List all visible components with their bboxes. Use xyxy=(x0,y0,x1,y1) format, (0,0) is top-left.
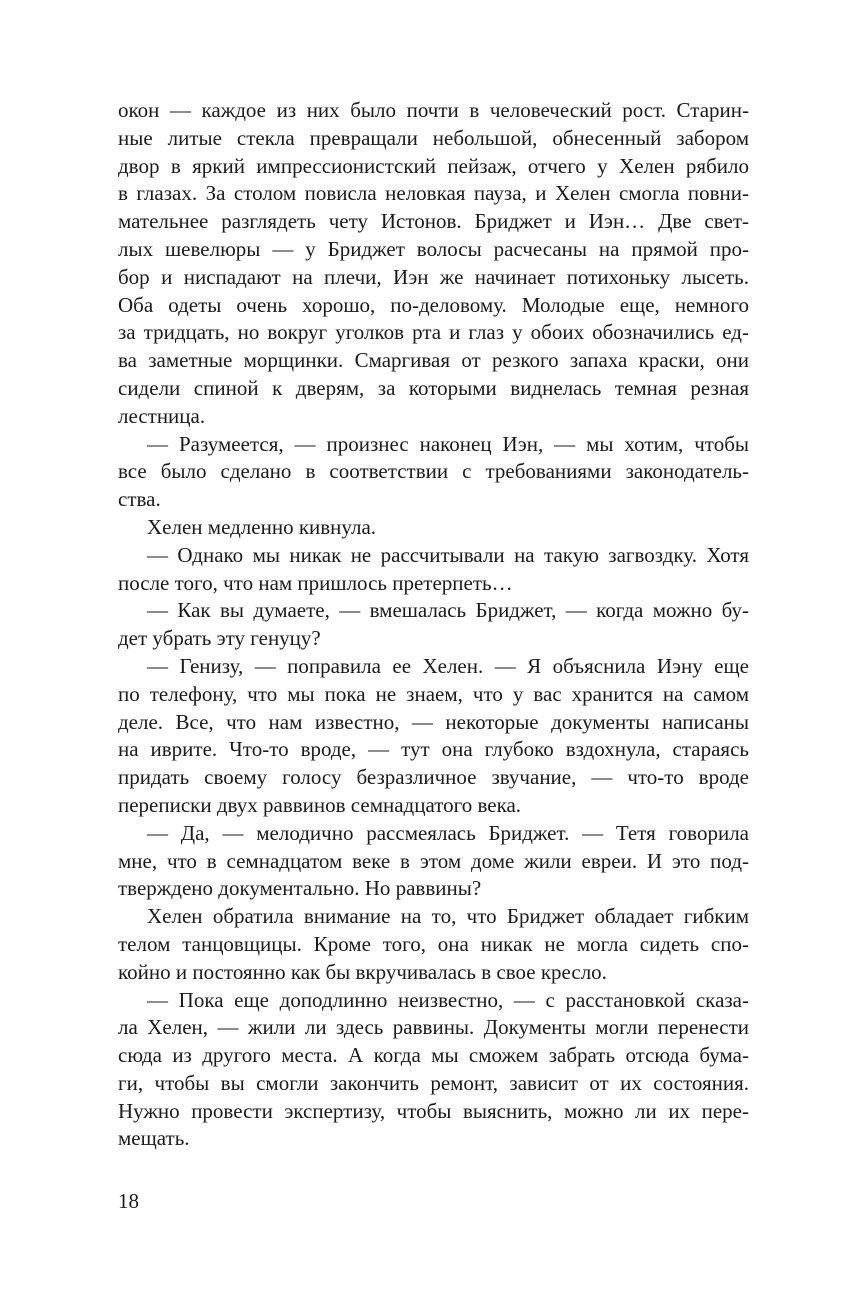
text-line: бор и ниспадают на плечи, Иэн же начинает потихоньку лысеть. xyxy=(118,264,749,289)
text-line: по телефону, что мы пока не знаем, что у вас хранится на самом xyxy=(118,681,749,706)
text-line: — Разумеется, — произнес наконец Иэн, — мы хотим, чтобы xyxy=(147,431,749,456)
paragraph xyxy=(118,542,749,598)
text-line: ства. xyxy=(118,487,161,512)
text-line: деле. Все, что нам известно, — некоторые документы написаны xyxy=(118,709,749,734)
text-line: сидели спиной к дверям, за которыми виднелась темная резная xyxy=(118,375,749,400)
text-line: все было сделано в соответствии с требованиями законодатель- xyxy=(118,459,749,484)
text-line: на иврите. Что-то вроде, — тут она глубоко вздохнула, стараясь xyxy=(118,737,749,762)
text-line: койно и постоянно как бы вкручивалась в свое кресло. xyxy=(118,959,607,984)
paragraph xyxy=(118,820,749,903)
text-line: за тридцать, но вокруг уголков рта и глаз у обоих обозначились ед- xyxy=(118,320,749,345)
text-line: ные литые стекла превращали небольшой, обнесенный забором xyxy=(118,125,749,150)
paragraph xyxy=(118,903,749,986)
text-line: лестница. xyxy=(118,403,206,428)
text-line: Нужно провести экспертизу, чтобы выяснить, можно ли их пере- xyxy=(118,1098,749,1123)
text-line: мне, что в семнадцатом веке в этом доме жили евреи. И это под- xyxy=(118,848,749,873)
text-line: дет убрать эту генуцу? xyxy=(118,626,321,651)
paragraph xyxy=(118,431,749,514)
text-line: — Пока еще доподлинно неизвестно, — с расстановкой сказа- xyxy=(147,987,749,1012)
text-line: Хелен обратила внимание на то, что Бриджет обладает гибким xyxy=(147,904,749,929)
text-line: окон — каждое из них было почти в человеческий рост. Старин- xyxy=(118,98,749,122)
text-line: двор в яркий импрессионистский пейзаж, отчего у Хелен рябило xyxy=(118,153,749,178)
text-line: переписки двух раввинов семнадцатого века. xyxy=(118,792,522,817)
text-line: тверждено документально. Но раввины? xyxy=(118,876,482,901)
paragraph xyxy=(118,97,749,431)
text-line: в глазах. За столом повисла неловкая пауза, и Хелен смогла повни- xyxy=(118,181,749,206)
paragraph xyxy=(118,514,749,542)
page-number: 18 xyxy=(118,1189,139,1213)
text-line: — Да, — мелодично рассмеялась Бриджет. — Тетя говорила xyxy=(147,820,749,845)
paragraph xyxy=(118,597,749,653)
text-line: лых шевелюры — у Бриджет волосы расчесаны на прямой про- xyxy=(118,236,749,261)
text-line: — Как вы думаете, — вмешалась Бриджет, — когда можно бу- xyxy=(147,598,749,623)
paragraph xyxy=(118,987,749,1154)
text-line: ла Хелен, — жили ли здесь раввины. Документы могли перенести xyxy=(118,1015,749,1040)
text-line: мещать. xyxy=(118,1126,190,1151)
text-line: придать своему голосу безразличное звучание, — что-то вроде xyxy=(118,765,749,790)
paragraph xyxy=(118,653,749,820)
text-line: ва заметные морщинки. Смаргивая от резкого запаха краски, они xyxy=(118,348,749,373)
body-text xyxy=(118,97,749,1153)
text-line: мательнее разглядеть чету Истонов. Бриджет и Иэн… Две свет- xyxy=(118,209,749,234)
text-line: — Генизу, — поправила ее Хелен. — Я объяснила Иэну еще xyxy=(147,653,749,678)
text-line: Оба одеты очень хорошо, по-деловому. Молодые еще, немного xyxy=(118,292,749,317)
text-line: после того, что нам пришлось претерпеть… xyxy=(118,570,513,595)
text-line: Хелен медленно кивнула. xyxy=(147,514,377,539)
text-line: ги, чтобы вы смогли закончить ремонт, зависит от их состояния. xyxy=(118,1070,749,1095)
text-line: — Однако мы никак не рассчитывали на такую загвоздку. Хотя xyxy=(147,542,749,567)
text-line: телом танцовщицы. Кроме того, она никак не могла сидеть спо- xyxy=(118,931,749,956)
text-line: сюда из другого места. А когда мы сможем забрать отсюда бума- xyxy=(118,1043,749,1068)
